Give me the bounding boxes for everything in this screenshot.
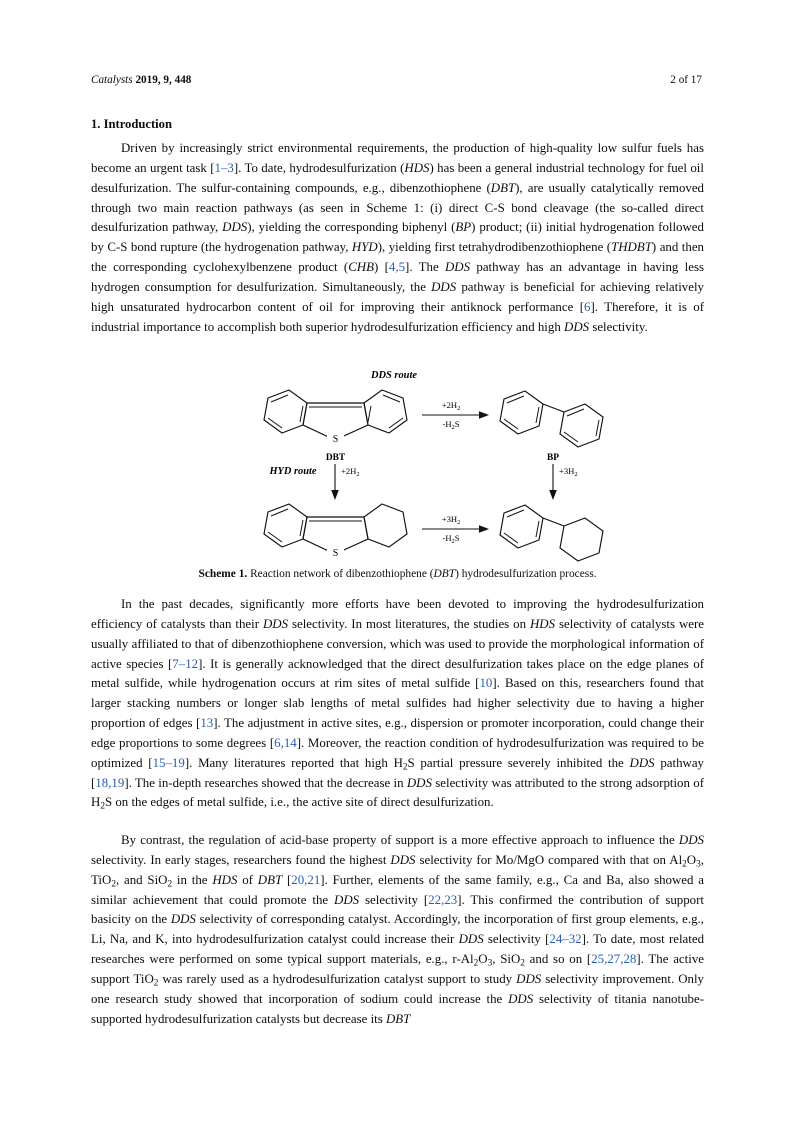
abbr-dds: DDS bbox=[678, 833, 704, 847]
citation-ref[interactable]: 6 bbox=[584, 299, 591, 314]
arrow-hyd-route bbox=[268, 464, 359, 500]
abbr-dbt: DBT bbox=[433, 568, 456, 580]
subscript: 3 bbox=[696, 859, 701, 870]
caption-label: Scheme 1. bbox=[198, 568, 248, 580]
abbr-hyd: HYD bbox=[351, 240, 378, 255]
citation-ref[interactable]: 24–32 bbox=[549, 932, 582, 947]
hyd-route-label: HYD route bbox=[269, 466, 317, 477]
molecule-chb bbox=[500, 505, 603, 562]
abbr-dds: DDS bbox=[390, 852, 416, 867]
abbr-dds: DDS bbox=[170, 912, 196, 927]
molecule-thdbt bbox=[264, 504, 407, 562]
citation-ref[interactable]: 4,5 bbox=[388, 260, 406, 275]
subscript: 2 bbox=[402, 762, 408, 773]
subscript: 2 bbox=[473, 958, 479, 969]
abbr-thdbt: THDBT bbox=[611, 240, 652, 255]
abbr-dds: DDS bbox=[629, 755, 655, 770]
dds-route-label: DDS route bbox=[371, 370, 417, 381]
citation-ref[interactable]: 1–3 bbox=[214, 160, 234, 175]
condition-bottom-below: $-H_2S$ bbox=[442, 533, 460, 546]
condition-bottom-above: $+3H_2$ bbox=[441, 514, 461, 527]
abbr-hds: HDS bbox=[404, 160, 430, 175]
scheme-1-caption: Scheme 1. Reaction network of dibenzothiophene (DBT) hydrodesulfurization process. bbox=[198, 568, 597, 580]
condition-top-above: $+2H_2$ bbox=[441, 400, 461, 413]
subscript: 2 bbox=[682, 859, 687, 870]
subscript: 2 bbox=[520, 958, 525, 969]
abbr-hds: HDS bbox=[529, 616, 556, 631]
abbr-chb: CHB bbox=[348, 260, 374, 275]
running-head-citation bbox=[91, 74, 191, 86]
paragraph-intro-1: Driven by increasingly strict environmental requirements, the production of high-quality low sulfur fuels has become an urgent task [1–3]. To date, hydrodesulfurization (HDS) has been a general industrial technology for fuel oil desulfurization. The sulfur-containing compounds, e.g., dibenzothiophene (DBT), are usually catalytically removed through two main reaction pathways (as seen in Scheme 1: (i) direct C-S bond cleavage (the so-called direct desulfurization pathway, DDS), yielding the corresponding biphenyl (BP) product; (ii) initial hydrogenation followed by C-S bond rupture (the hydrogenation pathway, HYD), yielding first tetrahydrodibenzothiophene (THDBT) and then the corresponding cyclohexylbenzene product (CHB) [4,5]. The DDS pathway has an advantage in having less hydrogen consumption for desulfurization. Simultaneously, the DDS pathway is beneficial for achieving relatively high unsaturated hydrocarbon content of oil for improving their antiknock performance [6]. Therefore, it is of industrial importance to accomplish both superior hydrodesulfurization efficiency and high DDS selectivity. bbox=[91, 141, 705, 334]
abbr-dds: DDS bbox=[406, 775, 432, 790]
subscript: 2 bbox=[100, 801, 105, 812]
abbr-dds: DDS bbox=[516, 971, 542, 986]
citation-ref[interactable]: 20,21 bbox=[291, 872, 321, 887]
abbr-dds: DDS bbox=[508, 991, 534, 1006]
abbr-dds: DDS bbox=[458, 932, 484, 947]
condition-top-below: $-H_2S$ bbox=[442, 419, 460, 432]
scheme-1-figure bbox=[91, 364, 704, 562]
abbr-dds: DDS bbox=[334, 892, 360, 907]
abbr-dbt: DBT bbox=[385, 1011, 411, 1026]
arrow-dds-route bbox=[422, 400, 489, 431]
journal-issue: , 9, 448 bbox=[157, 74, 192, 86]
citation-ref[interactable]: 13 bbox=[200, 716, 214, 731]
molecule-label-bp: BP bbox=[547, 453, 559, 463]
sulfur-atom-label: S bbox=[332, 548, 339, 559]
abbr-dds: DDS bbox=[564, 319, 590, 334]
paragraph-intro-2: In the past decades, significantly more efforts have been devoted to improving the hydrodesulfurization efficiency of catalysts than their DDS selectivity. In most literatures, the studies on HDS selectivity of catalysts were usually affiliated to that of dibenzothiophene conversion, which was used to provide the morphological information of active species [7–12]. It is generally acknowledged that the direct desulfurization takes place on the edge planes of metal sulfide, while hydrogenation occurs at rim sites of metal sulfide [10]. Based on this, researchers found that larger stacking numbers or longer slab lengths of metal sulfides had higher selectivity due to having a higher proportion of edges [13]. The adjustment in active sites, e.g., dispersion or promoter incorporation, could change their edge proportions to some degrees [6,14]. Moreover, the reaction condition of hydrodesulfurization was required to be optimized [15–19]. Many literatures reported that high $H_2S$ partial pressure severely inhibited the DDS pathway [18,19]. The in-depth researches showed that the decrease in DDS selectivity was attributed to the strong adsorption of $H_2S$ on the edges of metal sulfide, i.e., the active site of direct desulfurization. bbox=[91, 597, 705, 812]
running-head bbox=[91, 74, 702, 90]
page-indicator: 2 of 17 bbox=[670, 74, 702, 86]
paragraph-intro-3: By contrast, the regulation of acid-base property of support is a more effective approach to influence the DDS selectivity. In early stages, researchers found the highest DDS selectivity for Mo/MgO compared with that on $Al_2O_3$, TiO$_2$, and SiO$_2$ in the HDS of DBT [20,21]. Further, elements of the same family, e.g., Ca and Ba, also showed a similar achievement that could promote the DDS selectivity [22,23]. This confirmed the contribution of support basicity on the DDS selectivity of corresponding catalyst. Accordingly, the incorporation of first group elements, e.g., Li, Na, and K, into hydrodesulfurization catalyst could increase their DDS selectivity [24–32]. To date, most related researches were performed on some typical support materials, e.g., $r-Al_2O_3$, SiO$_2$ and so on [25,27,28]. The active support TiO$_2$ was rarely used as a hydrodesulfurization catalyst support to study DDS selectivity improvement. Only one research study showed that incorporation of sodium could increase the DDS selectivity of titania nanotube-supported hydrodesulfurization catalysts but decrease its DBT bbox=[91, 833, 705, 1026]
arrow-thdbt-to-chb bbox=[422, 514, 489, 545]
molecule-dbt bbox=[264, 390, 407, 463]
subscript: 3 bbox=[487, 958, 493, 969]
abbr-dds: DDS bbox=[431, 279, 457, 294]
subscript: 2 bbox=[167, 879, 173, 889]
journal-name: Catalysts bbox=[91, 74, 133, 86]
abbr-dbt: DBT bbox=[257, 872, 283, 887]
abbr-dds: DDS bbox=[445, 260, 471, 275]
citation-ref[interactable]: 10 bbox=[479, 676, 493, 691]
section-heading: 1. Introduction bbox=[91, 117, 172, 131]
molecule-bp bbox=[500, 391, 603, 463]
sulfur-atom-label: S bbox=[332, 434, 339, 445]
citation-ref[interactable]: 6,14 bbox=[274, 735, 297, 750]
citation-ref[interactable]: 22,23 bbox=[428, 892, 458, 907]
citation-ref[interactable]: 18,19 bbox=[95, 775, 125, 790]
abbr-dds: DDS bbox=[222, 220, 248, 235]
citation-ref[interactable]: 25,27,28 bbox=[591, 952, 637, 967]
abbr-bp: BP bbox=[455, 220, 472, 235]
subscript: 2 bbox=[111, 879, 116, 889]
molecule-label-dbt: DBT bbox=[325, 453, 346, 463]
citation-ref[interactable]: 15–19 bbox=[152, 755, 185, 770]
subscript: 2 bbox=[153, 978, 159, 989]
abbr-dbt: DBT bbox=[490, 180, 516, 195]
journal-volume: 2019 bbox=[135, 74, 158, 86]
arrow-bp-to-chb bbox=[549, 464, 577, 500]
abbr-dds: DDS bbox=[262, 616, 289, 631]
abbr-hds: HDS bbox=[212, 872, 238, 887]
condition-right-arrow: $+3H_2$ bbox=[559, 466, 578, 479]
citation-ref[interactable]: 7–12 bbox=[172, 656, 199, 671]
condition-left-arrow: $+2H_2$ bbox=[341, 466, 360, 479]
